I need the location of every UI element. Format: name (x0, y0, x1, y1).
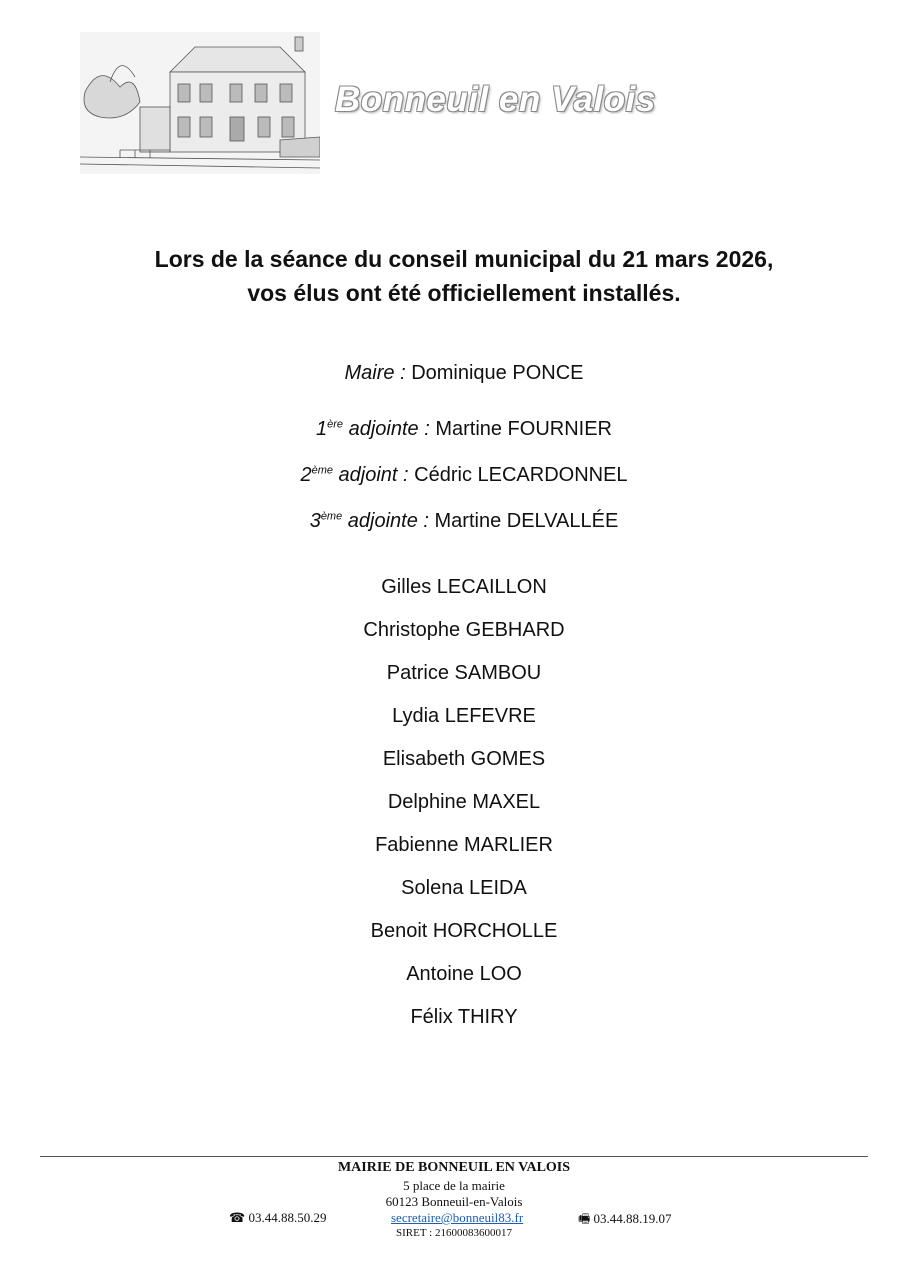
council-member: Antoine LOO (406, 963, 522, 985)
town-hall-sketch-image (80, 32, 320, 174)
footer-fax: 🖷 03.44.88.19.07 (578, 1211, 672, 1226)
official-adjoint-2 (0, 464, 900, 487)
footer-contact-row (0, 1210, 900, 1226)
council-member: Fabienne MARLIER (375, 834, 553, 856)
council-member: Lydia LEFEVRE (392, 705, 536, 727)
council-member: Patrice SAMBOU (386, 662, 542, 684)
official-ordinal: 1 (315, 418, 328, 440)
council-member: Elisabeth GOMES (382, 748, 546, 770)
official-ordinal-suffix: ème (320, 510, 343, 523)
official-name: Martine FOURNIER (435, 418, 613, 440)
official-role: adjointe : (343, 418, 430, 440)
official-maire (0, 362, 900, 385)
council-member: Delphine MAXEL (387, 791, 541, 813)
council-member: Gilles LECAILLON (381, 576, 547, 598)
official-name: Martine DELVALLÉE (434, 510, 619, 532)
official-ordinal: 2 (300, 464, 312, 486)
footer-divider (40, 1156, 868, 1157)
official-ordinal-suffix: ème (311, 464, 333, 477)
council-member: Christophe GEBHARD (363, 619, 565, 641)
official-name: Dominique PONCE (411, 362, 584, 384)
council-member: Solena LEIDA (401, 877, 527, 899)
official-role: adjointe : (342, 510, 429, 532)
official-role: Maire : (344, 362, 406, 384)
official-ordinal: 3 (309, 510, 321, 532)
footer-phone: ☎ 03.44.88.50.29 (229, 1210, 327, 1225)
official-adjoint-1 (0, 418, 900, 441)
headline-line-2: vos élus ont été officiellement installés. (247, 280, 681, 306)
footer-email-link[interactable]: secretaire@bonneuil83.fr (391, 1210, 524, 1225)
official-adjoint-3 (0, 510, 900, 533)
council-member: Félix THIRY (410, 1006, 518, 1028)
town-name-logo: Bonneuil en Valois (335, 80, 656, 119)
footer-address-line-1: 5 place de la mairie (403, 1178, 505, 1193)
footer-title: MAIRIE DE BONNEUIL EN VALOIS (337, 1160, 571, 1175)
footer-address-line-2: 60123 Bonneuil-en-Valois (385, 1194, 523, 1209)
council-member: Benoit HORCHOLLE (370, 920, 558, 942)
footer-siret: SIRET : 21600083600017 (396, 1227, 512, 1239)
official-name: Cédric LECARDONNEL (414, 464, 628, 486)
headline (0, 242, 900, 310)
headline-line-1: Lors de la séance du conseil municipal du 21 mars 2026, (154, 246, 774, 272)
official-ordinal-suffix: ère (327, 418, 344, 431)
official-role: adjoint : (332, 464, 409, 486)
